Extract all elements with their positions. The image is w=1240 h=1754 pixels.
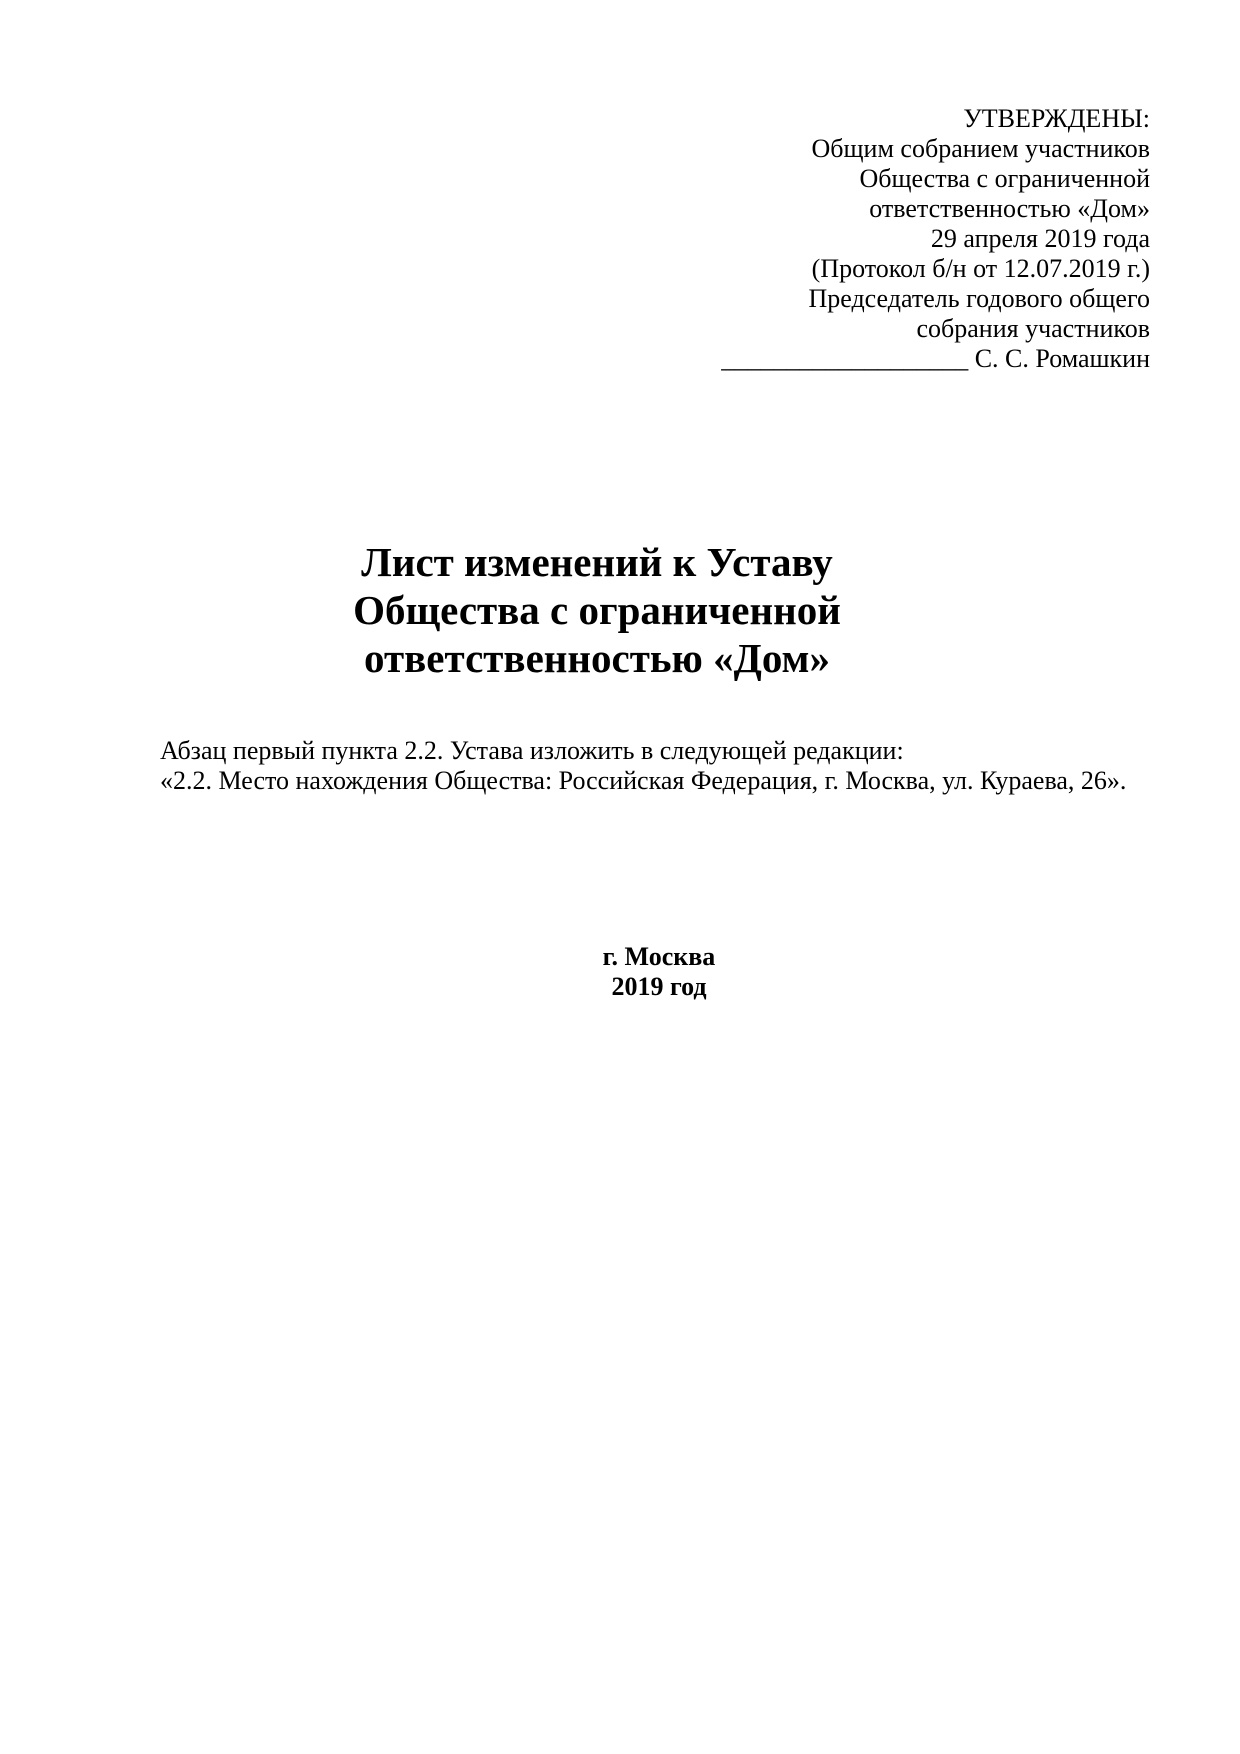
amendment-line: «2.2. Место нахождения Общества: Российская Федерация, г. Москва, ул. Кураева, 26». [160,766,1127,795]
approval-line: Председатель годового общего [808,284,1150,313]
approval-line: собрания участников [916,314,1150,343]
amendment-line: Абзац первый пункта 2.2. Устава изложить в следующей редакции: [160,736,904,765]
approval-line-protocol: (Протокол б/н от 12.07.2019 г.) [811,254,1150,283]
approval-line: Общества с ограниченной [859,164,1150,193]
signature-line: ___________________ С. С. Ромашкин [721,344,1150,373]
document-title-line: ответственностью «Дом» [364,635,830,681]
document-title-line: Общества с ограниченной [353,587,841,633]
document-title-line: Лист изменений к Уставу [361,539,833,585]
document-title [0,538,1194,682]
footer-year: 2019 год [611,972,707,1001]
approval-block [400,104,1150,374]
approval-line-date: 29 апреля 2019 года [930,224,1150,253]
approval-line: ответственностью «Дом» [869,194,1150,223]
amendment-text [160,736,1180,796]
footer-city: г. Москва [602,942,716,971]
approval-line: Общим собранием участников [811,134,1150,163]
approval-line-approved: УТВЕРЖДЕНЫ: [963,104,1150,133]
footer-block [168,942,1150,1002]
